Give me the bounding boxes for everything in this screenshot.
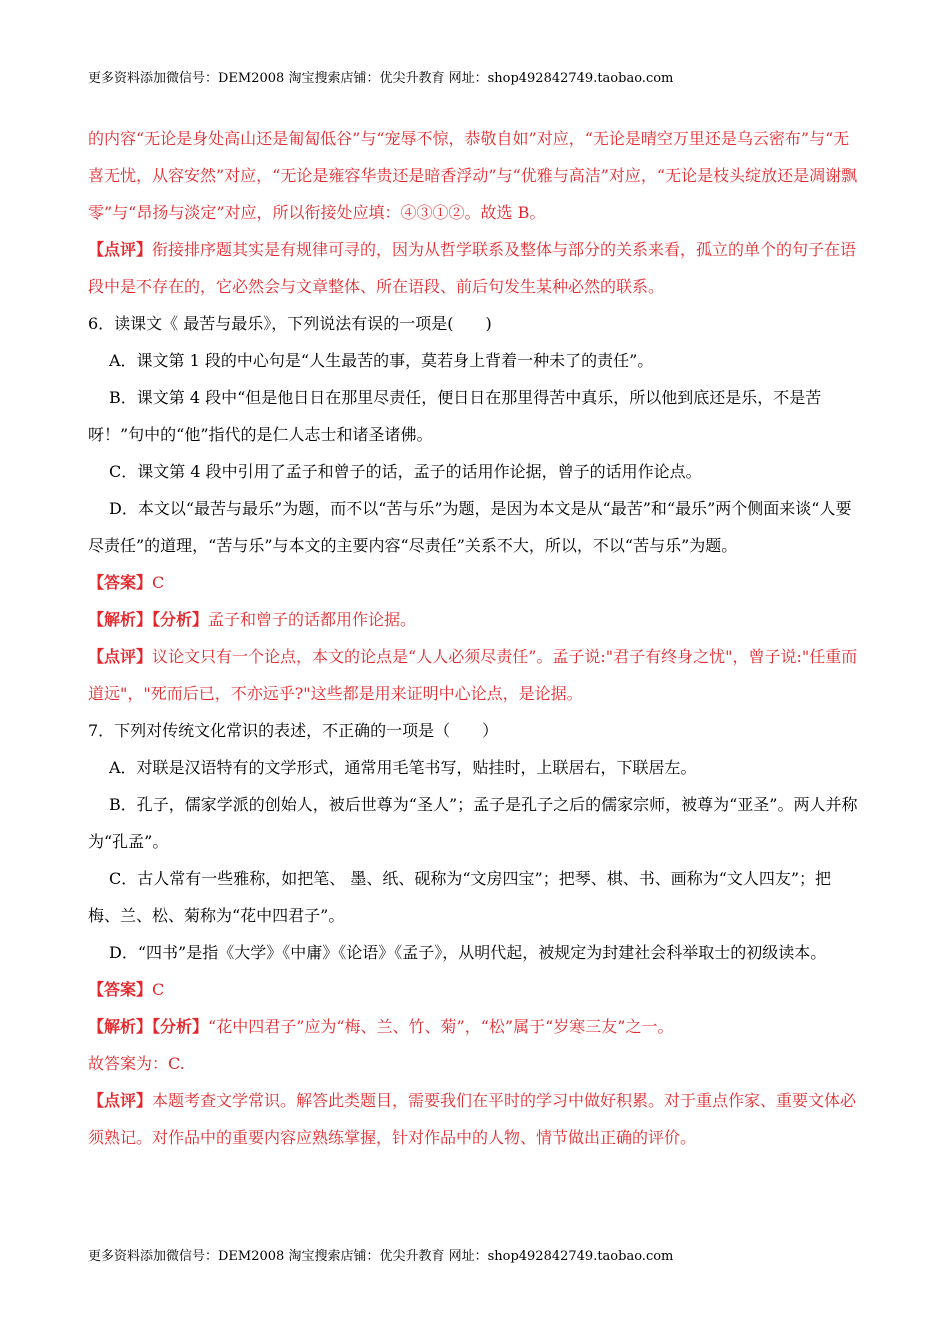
q6-option-b: B．课文第 4 段中“但是他日日在那里尽责任，便日日在那里得苦中真乐，所以他到底还是乐，不是苦呀！”句中的“他”指代的是仁人志士和诸圣诸佛。 — [88, 388, 822, 444]
q6-stem: 6．读课文《 最苦与最乐》，下列说法有误的一项是( ) — [88, 314, 492, 333]
analysis-tag: 【解析】【分析】 — [88, 610, 209, 629]
comment-tag: 【点评】 — [88, 1091, 153, 1110]
page-header: 更多资料添加微信号：DEM2008 淘宝搜索店铺：优尖升教育 网址：shop492842749.taobao.com — [88, 71, 674, 86]
q7-option-a: A．对联是汉语特有的文学形式，通常用毛笔书写，贴挂时，上联居右，下联居左。 — [109, 758, 697, 777]
analysis-tag: 【解析】【分析】 — [88, 1017, 209, 1036]
analysis-text: “花中四君子”应为“梅、兰、竹、菊”，“松”属于“岁寒三友”之一。 — [208, 1017, 674, 1036]
answer-value: C — [152, 980, 165, 999]
q6-option-d: D．本文以“最苦与最乐”为题，而不以“苦与乐”为题，是因为本文是从“最苦”和“最乐”两个侧面来谈“人要尽责任”的道理，“苦与乐”与本文的主要内容“尽责任”关系不大，所以，不以“苦与乐”为题。 — [88, 499, 852, 555]
answer-tag: 【答案】 — [88, 980, 153, 999]
q6-analysis — [88, 601, 862, 638]
comment-tag: 【点评】 — [88, 240, 153, 259]
comment-tag: 【点评】 — [88, 647, 153, 666]
q7-conclusion: 故答案为：C. — [88, 1054, 185, 1073]
analysis-text: 孟子和曾子的话都用作论据。 — [208, 610, 417, 629]
q6-comment — [88, 638, 862, 712]
q6-answer — [88, 564, 862, 601]
document-body — [88, 120, 862, 1156]
page-footer: 更多资料添加微信号：DEM2008 淘宝搜索店铺：优尖升教育 网址：shop492842749.taobao.com — [88, 1249, 674, 1264]
q7-option-b: B．孔子，儒家学派的创始人，被后世尊为“圣人”；孟子是孔子之后的儒家宗师，被尊为“亚圣”。两人并称为“孔孟”。 — [88, 795, 858, 851]
q6-option-a: A．课文第 1 段的中心句是“人生最苦的事，莫若身上背着一种未了的责任”。 — [109, 351, 654, 370]
q7-option-c: C．古人常有一些雅称，如把笔、 墨、纸、砚称为“文房四宝”；把琴、棋、书、画称为“文人四友”；把梅、兰、松、菊称为“花中四君子”。 — [88, 869, 832, 925]
comment-text: 议论文只有一个论点，本文的论点是“人人必须尽责任”。孟子说:"君子有终身之忧"，曾子说:"任重而道远"，"死而后已，不亦远乎?"这些都是用来证明中心论点，是论据。 — [88, 647, 858, 703]
intro-comment — [88, 231, 862, 305]
q6-option-c: C．课文第 4 段中引用了孟子和曾子的话，孟子的话用作论据，曾子的话用作论点。 — [109, 462, 702, 481]
answer-tag: 【答案】 — [88, 573, 153, 592]
q7-analysis — [88, 1008, 862, 1045]
intro-analysis: 的内容“无论是身处高山还是匍匐低谷”与“宠辱不惊，恭敬自如”对应，“无论是晴空万里还是乌云密布”与“无喜无忧，从容安然”对应，“无论是雍容华贵还是暗香浮动”与“优雅与高洁”对应，“无论是枝头绽放还是凋谢飘零”与“昂扬与淡定”对应，所以衔接处应填：④③①②。故选 B。 — [88, 129, 858, 222]
q7-answer — [88, 971, 862, 1008]
q7-stem: 7．下列对传统文化常识的表述，不正确的一项是（ ） — [88, 721, 499, 740]
answer-value: C — [152, 573, 165, 592]
q7-option-d: D．“四书”是指《大学》《中庸》《论语》《孟子》，从明代起，被规定为封建社会科举取士的初级读本。 — [109, 943, 827, 962]
comment-text: 衔接排序题其实是有规律可寻的，因为从哲学联系及整体与部分的关系来看，孤立的单个的句子在语段中是不存在的，它必然会与文章整体、所在语段、前后句发生某种必然的联系。 — [88, 240, 857, 296]
comment-text: 本题考查文学常识。解答此类题目，需要我们在平时的学习中做好积累。对于重点作家、重要文体必须熟记。对作品中的重要内容应熟练掌握，针对作品中的人物、情节做出正确的评价。 — [88, 1091, 857, 1147]
q7-comment — [88, 1082, 862, 1156]
